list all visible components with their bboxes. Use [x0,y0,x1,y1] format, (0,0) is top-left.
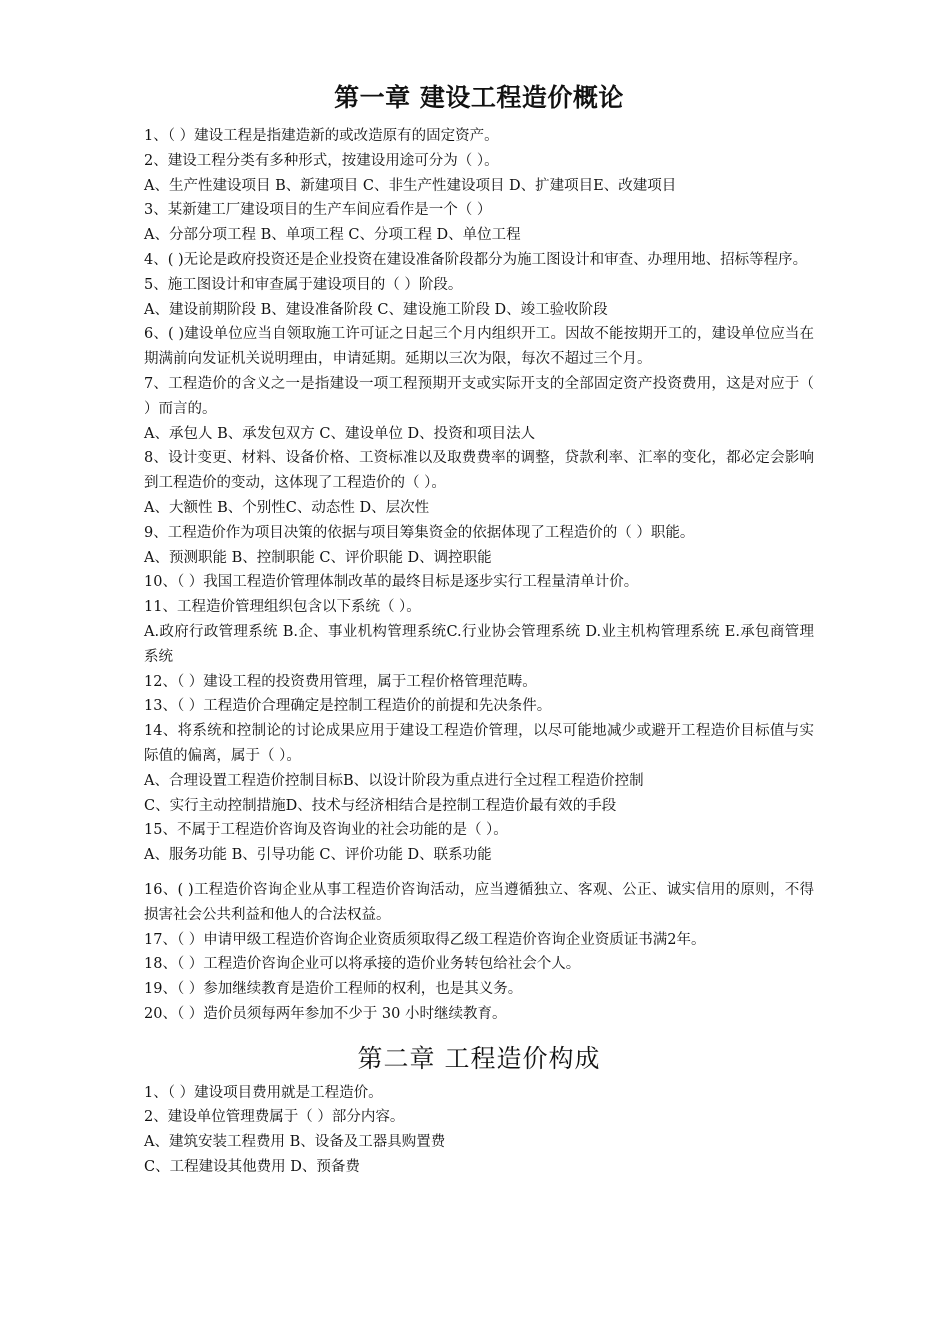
question-line: A、建筑安装工程费用 B、设备及工器具购置费 [144,1134,446,1151]
question-line: 15、不属于工程造价咨询及咨询业的社会功能的是（ ）。 [144,822,508,839]
question-line: 7、工程造价的含义之一是指建设一项工程预期开支或实际开支的全部固定资产投资费用，这是对应于（ ）而言的。 [144,375,814,417]
question-line: 17、（ ）申请甲级工程造价咨询企业资质须取得乙级工程造价咨询企业资质证书满2年。 [144,931,706,948]
question-line: A、分部分项工程 B、单项工程 C、分项工程 D、单位工程 [144,227,521,244]
question-line: 2、建设单位管理费属于（ ）部分内容。 [144,1109,405,1126]
question-line: 1、（ ）建设项目费用就是工程造价。 [144,1084,383,1101]
question-line: 6、( )建设单位应当自领取施工许可证之日起三个月内组织开工。因故不能按期开工的，建设单位应当在期满前向发证机关说明理由，申请延期。延期以三次为限，每次不超过三个月。 [144,326,814,368]
question-line: A、承包人 B、承发包双方 C、建设单位 D、投资和项目法人 [144,425,536,442]
chapter2-title: 第二章 工程造价构成 [357,1043,601,1073]
question-line: 16、( )工程造价咨询企业从事工程造价咨询活动，应当遵循独立、客观、公正、诚实信用的原则，不得损害社会公共利益和他人的合法权益。 [144,881,814,923]
paragraph-gap [144,868,814,878]
chapter1-questions-continued [144,878,814,1027]
question-line: A、合理设置工程造价控制目标B、以设计阶段为重点进行全过程工程造价控制 [144,772,644,789]
question-line: 20、（ ）造价员须每两年参加不少于 30 小时继续教育。 [144,1005,507,1022]
question-line: C、实行主动控制措施D、技术与经济相结合是控制工程造价最有效的手段 [144,797,617,814]
question-line: 9、工程造价作为项目决策的依据与项目筹集资金的依据体现了工程造价的（ ）职能。 [144,524,695,541]
question-line: 5、施工图设计和审查属于建设项目的（ ）阶段。 [144,276,463,293]
chapter2-questions [144,1081,814,1180]
question-line: 13、（ ）工程造价合理确定是控制工程造价的前提和先决条件。 [144,698,552,715]
question-line: A、建设前期阶段 B、建设准备阶段 C、建设施工阶段 D、竣工验收阶段 [144,301,608,318]
question-line: 12、（ ）建设工程的投资费用管理，属于工程价格管理范畴。 [144,673,537,690]
question-line: 4、( )无论是政府投资还是企业投资在建设准备阶段都分为施工图设计和审查、办理用地、招标等程序。 [144,251,808,268]
question-line: A.政府行政管理系统 B.企、事业机构管理系统C.行业协会管理系统 D.业主机构管理系统 E.承包商管理系统 [144,623,814,665]
question-line: 10、（ ）我国工程造价管理体制改革的最终目标是逐步实行工程量清单计价。 [144,574,639,591]
question-line: A、服务功能 B、引导功能 C、评价功能 D、联系功能 [144,847,492,864]
chapter1-title: 第一章 建设工程造价概论 [334,83,624,112]
question-line: A、生产性建设项目 B、新建项目 C、非生产性建设项目 D、扩建项目E、改建项目 [144,177,677,194]
question-line: A、大额性 B、个别性C、动态性 D、层次性 [144,499,430,516]
question-line: 19、（ ）参加继续教育是造价工程师的权利，也是其义务。 [144,981,523,998]
question-line: 8、设计变更、材料、设备价格、工资标准以及取费费率的调整，贷款利率、汇率的变化，都必定会影响到工程造价的变动，这体现了工程造价的（ ）。 [144,450,814,492]
question-line: C、工程建设其他费用 D、预备费 [144,1159,360,1176]
question-line: 14、将系统和控制论的讨论成果应用于建设工程造价管理，以尽可能地减少或避开工程造价目标值与实际值的偏离，属于（ ）。 [144,723,814,764]
question-line: 1、（ ）建设工程是指建造新的或改造原有的固定资产。 [144,128,499,144]
question-line: 3、某新建工厂建设项目的生产车间应看作是一个（ ） [144,202,492,219]
question-line: A、预测职能 B、控制职能 C、评价职能 D、调控职能 [144,549,492,566]
question-line: 2、建设工程分类有多种形式，按建设用途可分为（ ）。 [144,152,499,169]
chapter1-questions [144,124,814,868]
question-line: 11、工程造价管理组织包含以下系统（ ）。 [144,599,421,616]
question-line: 18、（ ）工程造价咨询企业可以将承接的造价业务转包给社会个人。 [144,956,581,973]
document-content [144,78,814,1180]
